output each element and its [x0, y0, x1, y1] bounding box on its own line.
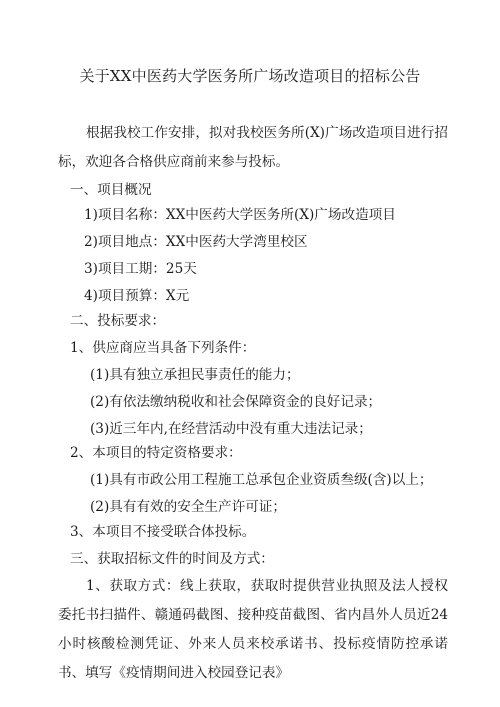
requirement-1: 1、供应商应当具备下列条件： — [70, 340, 256, 356]
requirement-2: 2、本项目的特定资格要求： — [70, 445, 242, 461]
project-location: 2)项目地点：XX中医药大学湾里校区 — [84, 234, 308, 250]
requirement-1-item: (2)有依法缴纳税收和社会保障资金的良好记录； — [90, 394, 382, 410]
project-name: 1)项目名称：XX中医药大学医务所(X)广场改造项目 — [84, 207, 396, 223]
requirement-2-item: (1)具有市政公用工程施工总承包企业资质叁级(含)以上； — [90, 472, 433, 488]
section1-heading: 一、项目概况 — [70, 182, 152, 198]
requirement-1-item: (3)近三年内,在经营活动中没有重大违法记录； — [90, 421, 372, 437]
project-duration: 3)项目工期：25天 — [84, 261, 197, 277]
document-title: 关于XX中医药大学医务所广场改造项目的招标公告 — [79, 67, 421, 85]
requirement-3: 3、本项目不接受联合体投标。 — [70, 524, 256, 540]
section3-heading: 三、获取招标文件的时间及方式： — [70, 551, 274, 567]
intro-paragraph: 根据我校工作安排，拟对我校医务所(X)广场改造项目进行招标，欢迎各合格供应商前来参与投标。 — [58, 125, 448, 170]
requirement-1-item: (1)具有独立承担民事责任的能力； — [90, 367, 300, 383]
requirement-2-item: (2)具有有效的安全生产许可证； — [90, 499, 286, 515]
section2-heading: 二、投标要求： — [70, 313, 166, 329]
section3-paragraph: 1、获取方式：线上获取，获取时提供营业执照及法人授权委托书扫描件、赣通码截图、接种疫苗截图、省内昌外人员近24小时核酸检测凭证、外来人员来校承诺书、投标疫情防控承诺书、填写《疫情期间进入校园登记表》 — [58, 578, 448, 681]
project-budget: 4)项目预算：X元 — [84, 288, 190, 304]
